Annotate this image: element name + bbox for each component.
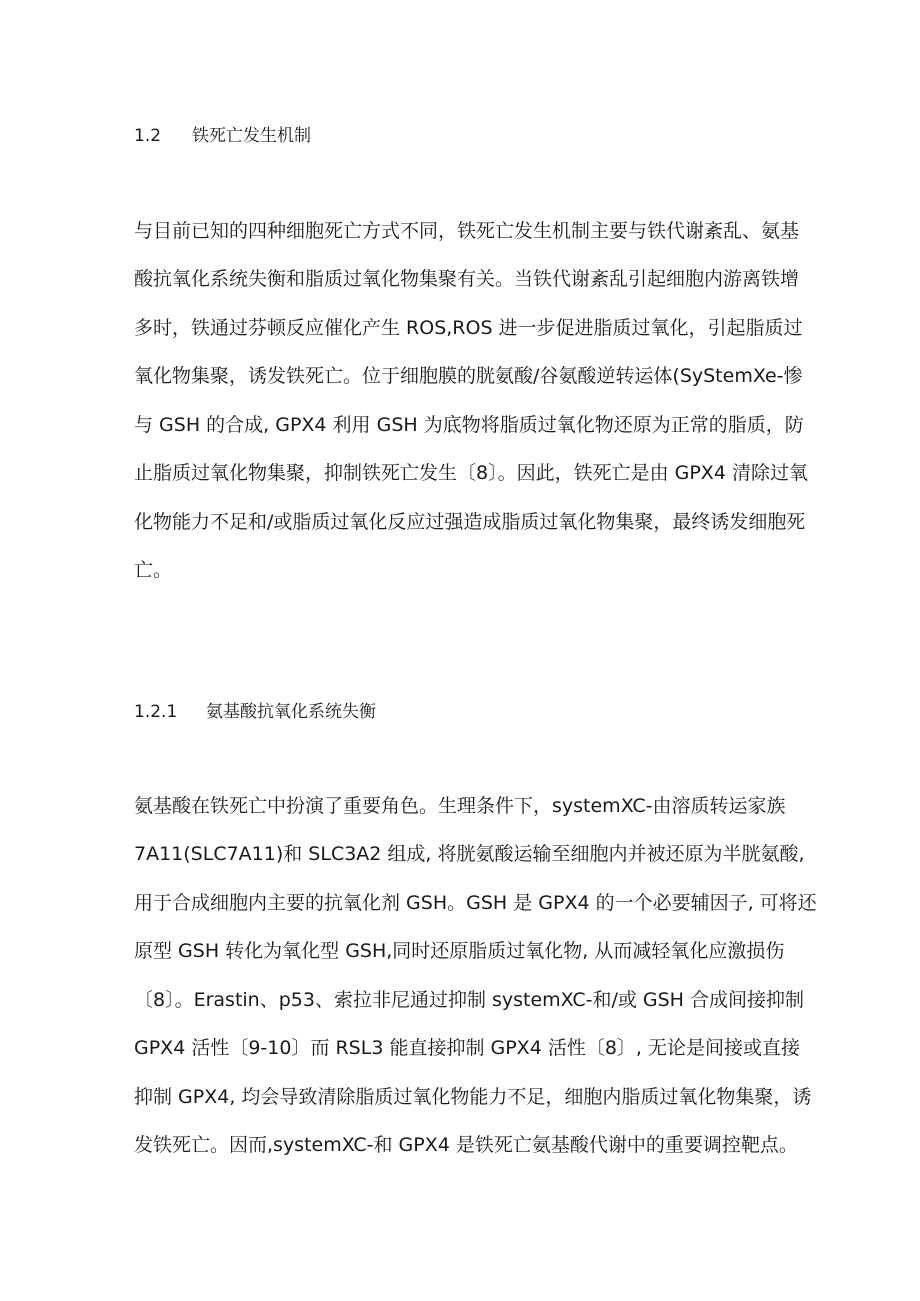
paragraph-line: 氧化物集聚，诱发铁死亡。位于细胞膜的胱氨酸/谷氨酸逆转运体(SyStemXe-惨 [134,365,803,387]
paragraph-line: 〔8〕。Erastin、p53、索拉非尼通过抑制 systemXC-和/或 GSH 合成间接抑制 [134,989,804,1011]
paragraph-line: 亡。 [134,559,173,581]
paragraph-line: 多时，铁通过芬顿反应催化产生 ROS,ROS 进一步促进脂质过氧化，引起脂质过 [134,317,803,339]
section-heading-1-2-1 [134,700,376,724]
section-number: 1.2 [134,126,162,146]
section-title: 铁死亡发生机制 [192,126,311,146]
paragraph-line: 用于合成细胞内主要的抗氧化剂 GSH。GSH 是 GPX4 的一个必要辅因子, 可将还 [134,892,817,914]
section-heading-1-2 [134,124,311,148]
paragraph-line: 与 GSH 的合成, GPX4 利用 GSH 为底物将脂质过氧化物还原为正常的脂质，防 [134,414,804,436]
paragraph-line: 发铁死亡。因而,systemXC-和 GPX4 是铁死亡氨基酸代谢中的重要调控靶点。 [134,1134,798,1156]
paragraph-line: 抑制 GPX4, 均会导致清除脂质过氧化物能力不足，细胞内脂质过氧化物集聚，诱 [134,1086,812,1108]
paragraph-line: 与目前已知的四种细胞死亡方式不同，铁死亡发生机制主要与铁代谢紊乱、氨基 [134,220,800,242]
paragraph-line: 原型 GSH 转化为氧化型 GSH,同时还原脂质过氧化物, 从而减轻氧化应激损伤 [134,940,785,962]
paragraph-line: 7A11(SLC7A11)和 SLC3A2 组成, 将胱氨酸运输至细胞内并被还原为半胱氨酸, [134,843,805,865]
paragraph-line: 止脂质过氧化物集聚，抑制铁死亡发生〔8〕。因此，铁死亡是由 GPX4 清除过氧 [134,462,808,484]
section-title: 氨基酸抗氧化系统失衡 [206,702,376,722]
paragraph-line: 化物能力不足和/或脂质过氧化反应过强造成脂质过氧化物集聚，最终诱发细胞死 [134,511,806,533]
paragraph-line: 氨基酸在铁死亡中扮演了重要角色。生理条件下，systemXC-由溶质转运家族 [134,795,786,817]
paragraph-line: GPX4 活性〔9-10〕而 RSL3 能直接抑制 GPX4 活性〔8〕, 无论是间接或直接 [134,1037,800,1059]
section-number: 1.2.1 [134,702,178,722]
paragraph-line: 酸抗氧化系统失衡和脂质过氧化物集聚有关。当铁代谢紊乱引起细胞内游离铁增 [134,268,800,290]
